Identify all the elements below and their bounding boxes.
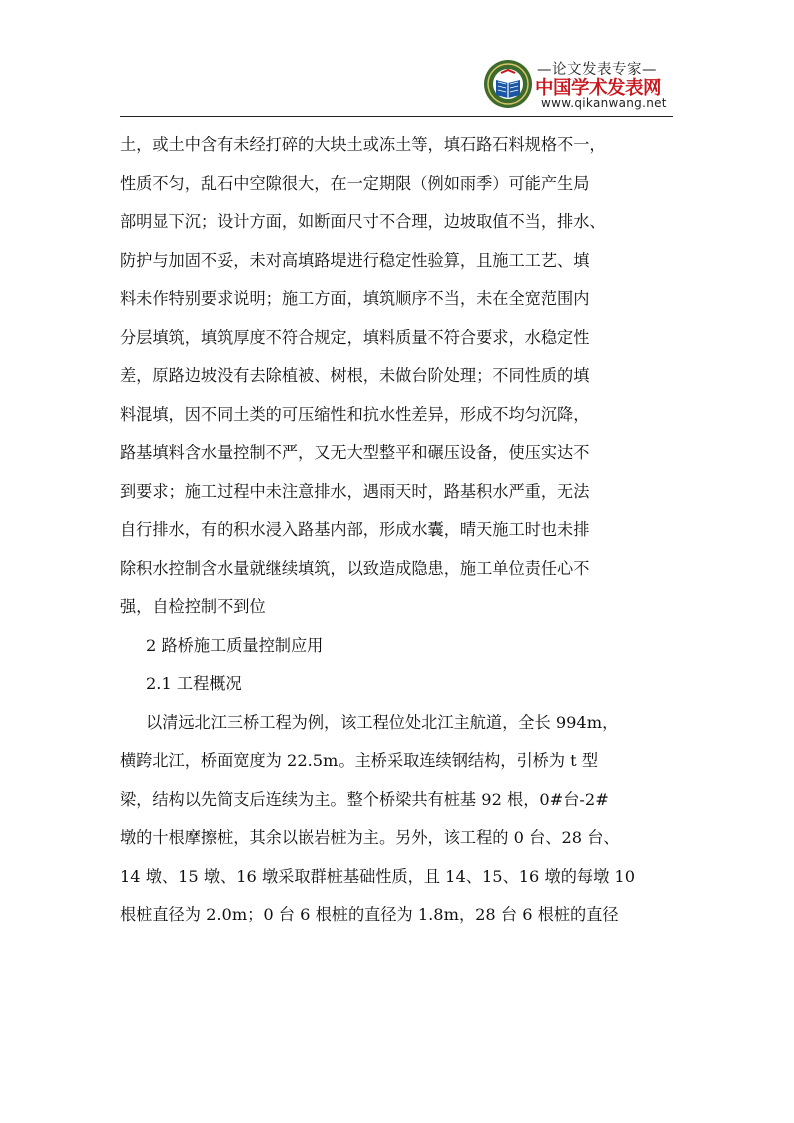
- text-line: 强，自检控制不到位: [120, 597, 266, 616]
- text-line: 横跨北江，桥面宽度为 22.5m。主桥采取连续钢结构，引桥为 t 型: [120, 751, 599, 770]
- site-logo: [481, 57, 673, 113]
- text-line: 路基填料含水量控制不严，又无大型整平和碾压设备，使压实达不: [120, 443, 590, 462]
- text-line: 分层填筑，填筑厚度不符合规定，填料质量不符合要求，水稳定性: [120, 327, 590, 347]
- text-line: 料未作特别要求说明；施工方面，填筑顺序不当，未在全宽范围内: [120, 289, 590, 308]
- text-line: 部明显下沉；设计方面，如断面尺寸不合理，边坡取值不当，排水、: [120, 212, 606, 231]
- text-line: 除积水控制含水量就继续填筑，以致造成隐患，施工单位责任心不: [120, 558, 590, 578]
- text-line: 性质不匀，乱石中空隙很大，在一定期限（例如雨季）可能产生局: [120, 173, 590, 193]
- logo-site-name: 中国学术发表网: [535, 78, 662, 99]
- text-line: 根桩直径为 2.0m；0 台 6 根桩的直径为 1.8m，28 台 6 根桩的直径: [120, 905, 619, 924]
- header-divider: [120, 116, 673, 117]
- section-heading: 2 路桥施工质量控制应用: [146, 635, 324, 655]
- book-emblem-icon: [483, 58, 533, 110]
- text-line: 梁，结构以先简支后连续为主。整个桥梁共有桩基 92 根，0#台-2#: [120, 789, 609, 809]
- subsection-heading: 2.1 工程概况: [146, 674, 242, 693]
- logo-url: www.qikanwang.net: [541, 96, 667, 110]
- text-line: 以清远北江三桥工程为例，该工程位处北江主航道，全长 994m，: [146, 712, 619, 732]
- logo-slogan: —论文发表专家—: [537, 62, 657, 78]
- document-body: [120, 126, 680, 935]
- text-line: 14 墩、15 墩、16 墩采取群桩基础性质，且 14、15、16 墩的每墩 10: [120, 866, 635, 886]
- text-line: 墩的十根摩擦桩，其余以嵌岩桩为主。另外，该工程的 0 台、28 台、: [120, 828, 620, 847]
- text-line: 自行排水，有的积水浸入路基内部，形成水囊，晴天施工时也未排: [120, 520, 590, 539]
- text-line: 土，或土中含有未经打碎的大块土或冻土等，填石路石料规格不一，: [120, 135, 606, 154]
- text-line: 防护与加固不妥，未对高填路堤进行稳定性验算，且施工工艺、填: [120, 250, 590, 270]
- text-line: 差，原路边坡没有去除植被、树根，未做台阶处理；不同性质的填: [120, 366, 590, 385]
- text-line: 料混填，因不同土类的可压缩性和抗水性差异，形成不均匀沉降，: [120, 404, 590, 424]
- page-header: [0, 0, 794, 118]
- text-line: 到要求；施工过程中未注意排水，遇雨天时，路基积水严重，无法: [120, 481, 590, 501]
